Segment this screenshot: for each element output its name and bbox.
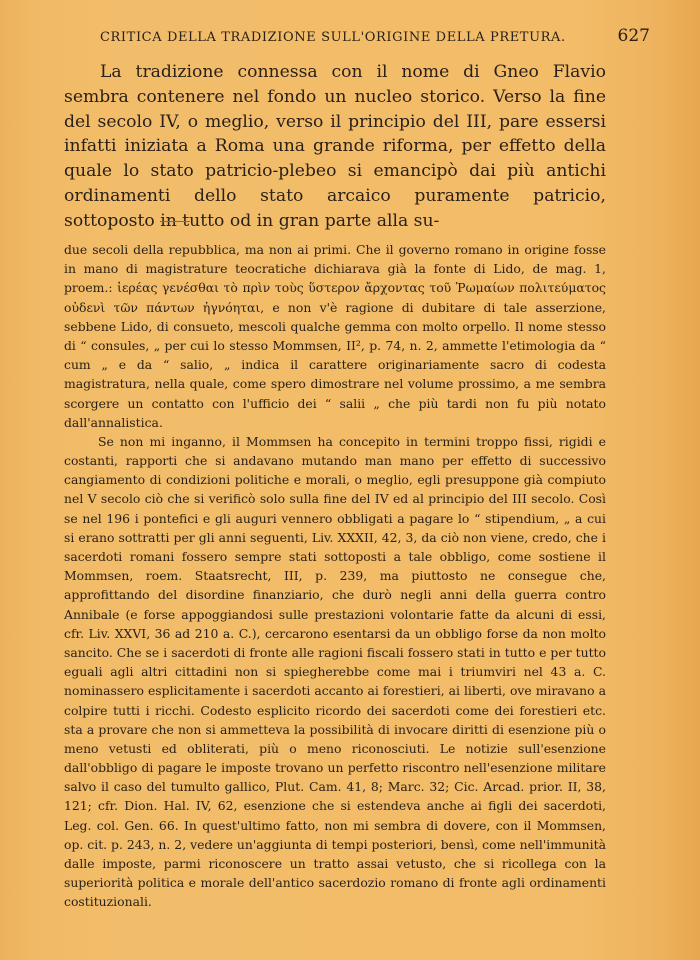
page-header	[60, 27, 650, 49]
running-title: CRITICA DELLA TRADIZIONE SULL'ORIGINE DELLA PRETURA.	[100, 30, 566, 45]
footnote-paragraph: Se non mi inganno, il Mommsen ha concepito in termini troppo fissi, rigidi e costanti, rapporti che si andavano mutando man mano per effetto di successivo cangiamento di condizioni politiche e morali, o meglio, egli presuppone già compiuto nel V secolo ciò che si verificò solo sulla fine del IV ed al principio del III secolo. Così se nel 196 i pontefici e gli auguri vennero obbligati a pagare lo “ stipendium, „ a cui si erano sottratti per gli anni seguenti, Liv. XXXII, 42, 3, da ciò non viene, credo, che i sacerdoti romani fossero sempre stati sottoposti a tale obbligo, come sostiene il Mommsen, roem. Staatsrecht, III, p. 239, ma piuttosto ne consegue che, approfittando del disordine finanziario, che durò negli anni della guerra contro Annibale (e forse appoggiandosi sulle prestazioni volontarie fatte da alcuni di essi, cfr. Liv. XXVI, 36 ad 210 a. C.), cercarono esentarsi da un obbligo forse da non molto sancito. Che se i sacerdoti di fronte alle ragioni fiscali fossero stati in tutto e per tutto eguali agli altri cittadini non si spiegherebbe come mai i triumviri nel 43 a. C. nominassero esplicitamente i sacerdoti accanto ai forestieri, ai liberti, ove miravano a colpire tutti i ricchi. Codesto esplicito ricordo dei sacerdoti come dei forestieri etc. sta a provare che non si ammetteva la possibilità di invocare diritti di esenzione più o meno vetusti ed obliterati, più o meno riconosciuti. Le notizie sull'esenzione dall'obbligo di pagare le imposte trovano un perfetto riscontro nell'esenzione militare salvo il caso del tumulto gallico, Plut. Cam. 41, 8; Marc. 32; Cic. Arcad. prior. II, 38, 121; cfr. Dion. Hal. IV, 62, esenzione che si estendeva anche ai figli dei sacerdoti, Leg. col. Gen. 66. In quest'ultimo fatto, non mi sembra di dovere, con il Mommsen, op. cit. p. 243, n. 2, vedere un'aggiunta di tempi posteriori, bensì, come nell'immunità dalle imposte, parmi riconoscere un tratto assai vetusto, che si ricollega con la superiorità politica e morale dell'antico sacerdozio romano di fronte agli ordinamenti costituzionali.	[64, 433, 606, 910]
page-number: 627	[617, 26, 650, 46]
footnote-separator	[160, 221, 190, 222]
footnote-continuation: due secoli della repubblica, ma non ai primi. Che il governo romano in origine fosse in mano di magistrature teocratiche dichiarava già la fonte di Lido, de mag. 1, proem.: ἱερέας γενέσθαι τὸ πρὶν τοὺς ὕστερον ἄρχοντας τοῦ Ῥωμαίων πολιτεύματος οὐδενὶ τῶν πάντων ἠγνόηται, e non v'è ragione di dubitare di tale asserzione, sebbene Lido, di consueto, mescoli qualche gemma con molto orpello. Il nome stesso di “ consules, „ per cui lo stesso Mommsen, II², p. 74, n. 2, ammette l'etimologia da “ cum „ e da “ salio, „ indica il carattere originariamente sacro di codesta magistratura, nella quale, come spero dimostrare nel volume prossimo, a me sembra scorgere un contatto con l'ufficio dei “ salii „ che più tardi non fu più notato dall'annalistica.	[64, 242, 606, 430]
footnotes	[64, 240, 606, 912]
body-paragraph: La tradizione connessa con il nome di Gneo Flavio sembra contenere nel fondo un nucleo storico. Verso la fine del secolo IV, o meglio, verso il principio del III, pare essersi infatti iniziata a Roma una grande riforma, per effetto della quale lo stato patricio-plebeo si emancipò dai più antichi ordinamenti dello stato arcaico puramente patricio, sottoposto in tutto od in gran parte alla su-	[64, 62, 606, 231]
main-text	[64, 60, 606, 234]
